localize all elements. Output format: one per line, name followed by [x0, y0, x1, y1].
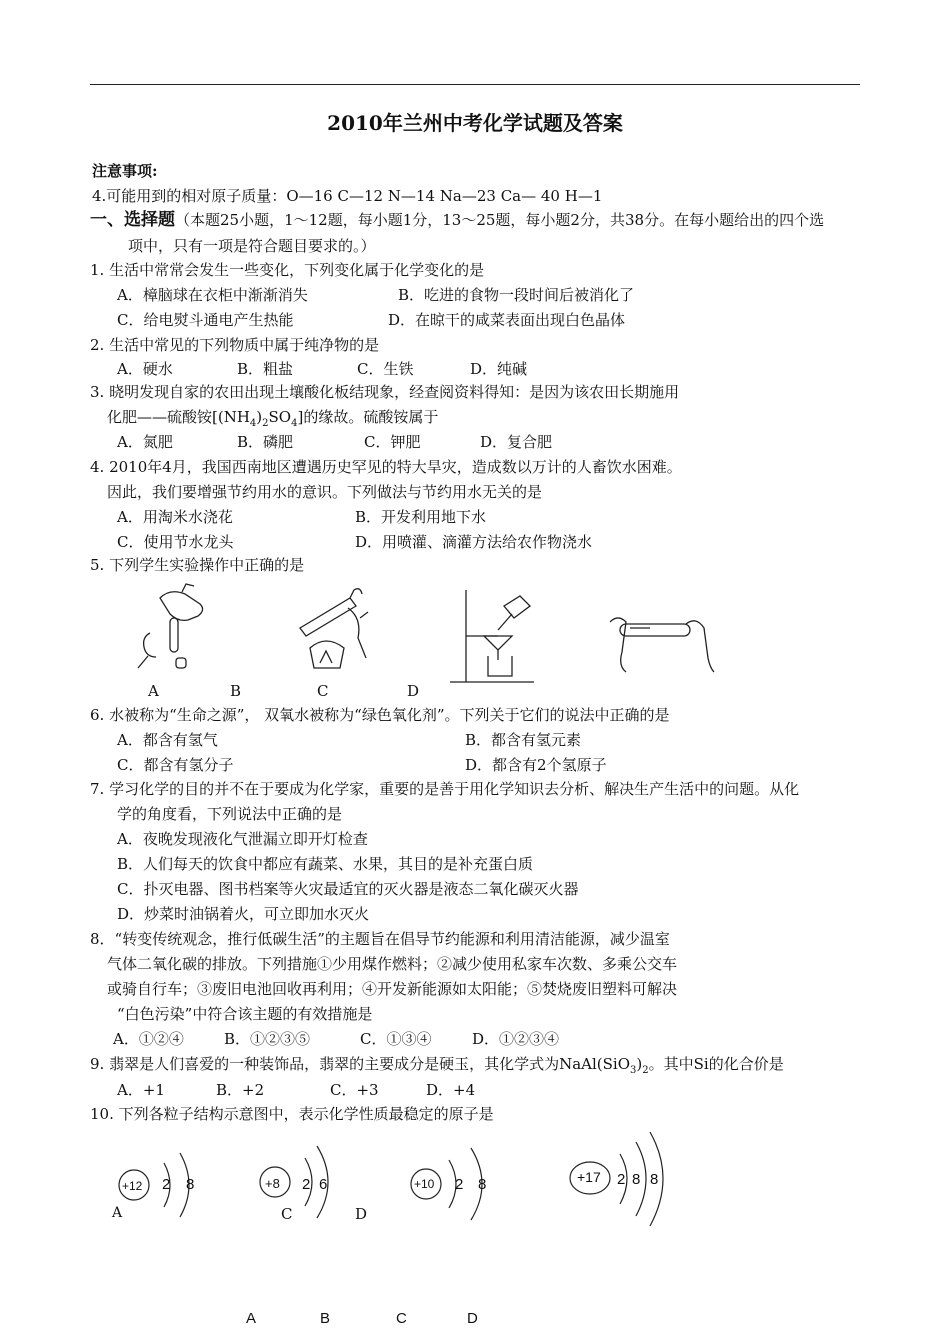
q10-overlap-label-d: D — [355, 1205, 368, 1223]
q10-c-shell-1: 2 — [455, 1176, 464, 1193]
top-rule — [90, 84, 860, 85]
q4-option-d: D．用喷灌、滴灌方法给农作物浇水 — [355, 533, 593, 551]
q1-stem: 1. 生活中常常会发生一些变化，下列变化属于化学变化的是 — [90, 261, 485, 279]
q6-stem: 6. 水被称为“生命之源”， 双氧水被称为“绿色氧化剂”。下列关于它们的说法中正确的是 — [90, 706, 670, 724]
q2-option-b: B．粗盐 — [237, 360, 294, 378]
q5-illustration-c — [448, 586, 538, 686]
q10-c-shell-2: 8 — [478, 1176, 487, 1193]
q10-b-nucleus: +8 — [265, 1176, 280, 1191]
q7-option-c: C．扑灭电器、图书档案等火灾最适宜的灭火器是液态二氧化碳灭火器 — [117, 880, 579, 898]
q10-overlap-label-c: C — [281, 1205, 293, 1223]
section1-heading: 一、选择题 — [90, 210, 175, 230]
q2-option-a: A．硬水 — [117, 360, 173, 378]
q4-option-c: C．使用节水龙头 — [117, 533, 234, 551]
section1-line1 — [90, 210, 824, 230]
atomic-mass-line: 4.可能用到的相对原子质量：O—16 C—12 N—14 Na—23 Ca— 40 H—1 — [92, 187, 603, 205]
q10-d-shell-2: 8 — [632, 1171, 641, 1188]
q10-overlap-label-a: A — [112, 1205, 123, 1221]
section1-desc-1: （本题25小题，1～12题，每小题1分，13～25题，每小题2分，共38分。在每小题给出的四个选 — [175, 211, 825, 229]
q8-stem-1: 8．“转变传统观念，推行低碳生活”的主题旨在倡导节约能源和利用清洁能源，减少温室 — [90, 930, 670, 948]
q1-option-c: C．给电熨斗通电产生热能 — [117, 311, 294, 329]
q5-label-b: B — [230, 682, 242, 700]
q5-label-c: C — [317, 682, 329, 700]
q3-option-b: B．磷肥 — [237, 433, 294, 451]
q4-stem-1: 4. 2010年4月，我国西南地区遭遇历史罕见的特大旱灾，造成数以万计的人畜饮水困难。 — [90, 458, 682, 476]
q9-option-b: B．+2 — [216, 1081, 265, 1099]
q10-b-shell-1: 2 — [302, 1176, 311, 1193]
q6-option-b: B．都含有氢元素 — [465, 731, 582, 749]
q6-option-d: D．都含有2个氢原子 — [465, 756, 607, 774]
q9-option-d: D．+4 — [426, 1081, 476, 1099]
q7-stem-2: 学的角度看，下列说法中正确的是 — [117, 805, 343, 823]
q10-d-shell-1: 2 — [617, 1171, 626, 1188]
q10-d-nucleus: +17 — [577, 1169, 601, 1185]
q3-option-d: D．复合肥 — [480, 433, 553, 451]
q5-stem: 5. 下列学生实验操作中正确的是 — [90, 556, 305, 574]
q4-stem-2: 因此，我们要增强节约用水的意识。下列做法与节约用水无关的是 — [107, 483, 543, 501]
q8-option-b: B．①②③⑤ — [224, 1030, 311, 1048]
section1-desc-2: 项中，只有一项是符合题目要求的。） — [128, 237, 376, 255]
q3-stem-1: 3. 晓明发现自家的农田出现土壤酸化板结现象，经查阅资料得知：是因为该农田长期施用 — [90, 383, 680, 401]
q10-bottom-label-d: D — [467, 1310, 478, 1327]
q7-option-b: B．人们每天的饮食中都应有蔬菜、水果，其目的是补充蛋白质 — [117, 855, 534, 873]
q4-option-a: A．用淘米水浇花 — [117, 508, 233, 526]
q4-option-b: B．开发利用地下水 — [355, 508, 487, 526]
q10-a-shell-2: 8 — [186, 1176, 195, 1193]
q10-bottom-label-a: A — [246, 1310, 257, 1327]
q3-option-a: A．氮肥 — [117, 433, 173, 451]
q5-illustration-d — [606, 612, 716, 672]
q3-stem-2: 化肥——硫酸铵$[(NH_4)_2SO_4]$的缘故。硫酸铵属于 — [107, 408, 439, 429]
q2-option-c: C．生铁 — [357, 360, 414, 378]
q8-stem-3: 或骑自行车；③废旧电池回收再利用；④开发新能源如太阳能；⑤焚烧废旧塑料可解决 — [107, 980, 678, 998]
q5-label-d: D — [407, 682, 420, 700]
q2-stem: 2. 生活中常见的下列物质中属于纯净物的是 — [90, 336, 380, 354]
q10-d-shell-3: 8 — [650, 1171, 659, 1188]
q6-option-c: C．都含有氢分子 — [117, 756, 234, 774]
q1-option-a: A．樟脑球在衣柜中渐渐消失 — [117, 286, 308, 304]
q10-c-nucleus: +10 — [414, 1177, 435, 1191]
q7-stem-1: 7. 学习化学的目的并不在于要成为化学家，重要的是善于用化学知识去分析、解决生产生活中的问题。从化 — [90, 780, 800, 798]
q10-a-nucleus: +12 — [122, 1179, 143, 1193]
q10-bottom-label-c: C — [396, 1310, 407, 1327]
q8-stem-4: “白色污染”中符合该主题的有效措施是 — [117, 1005, 373, 1023]
q5-illustration-a — [130, 578, 210, 678]
q10-stem: 10. 下列各粒子结构示意图中，表示化学性质最稳定的原子是 — [90, 1105, 494, 1123]
page-title: 2010年兰州中考化学试题及答案 — [327, 111, 623, 135]
q9-option-a: A．+1 — [117, 1081, 165, 1099]
q6-option-a: A．都含有氢气 — [117, 731, 218, 749]
q9-option-c: C．+3 — [330, 1081, 379, 1099]
notice-heading: 注意事项: — [92, 162, 158, 180]
q10-b-shell-2: 6 — [319, 1176, 328, 1193]
q7-option-d: D．炒菜时油锅着火，可立即加水灭火 — [117, 905, 370, 923]
q5-label-a: A — [148, 682, 159, 700]
q1-option-b: B．吃进的食物一段时间后被消化了 — [398, 286, 635, 304]
q3-option-c: C．钾肥 — [364, 433, 421, 451]
q8-stem-2: 气体二氧化碳的排放。下列措施①少用煤作燃料；②减少使用私家车次数、多乘公交车 — [107, 955, 678, 973]
q5-illustration-b — [290, 578, 380, 678]
q8-option-c: C．①③④ — [360, 1030, 432, 1048]
q8-option-d: D．①②③④ — [472, 1030, 560, 1048]
q10-a-shell-1: 2 — [162, 1176, 171, 1193]
q2-option-d: D．纯碱 — [470, 360, 528, 378]
q1-option-d: D．在晾干的咸菜表面出现白色晶体 — [388, 311, 626, 329]
q10-bottom-label-b: B — [320, 1310, 331, 1327]
q7-option-a: A．夜晚发现液化气泄漏立即开灯检查 — [117, 830, 368, 848]
q8-option-a: A．①②④ — [113, 1030, 184, 1048]
q9-stem: 9. 翡翠是人们喜爱的一种装饰品，翡翠的主要成分是硬玉，其化学式为$NaAl(SiO_3)_2$。其中Si的化合价是 — [90, 1055, 784, 1076]
